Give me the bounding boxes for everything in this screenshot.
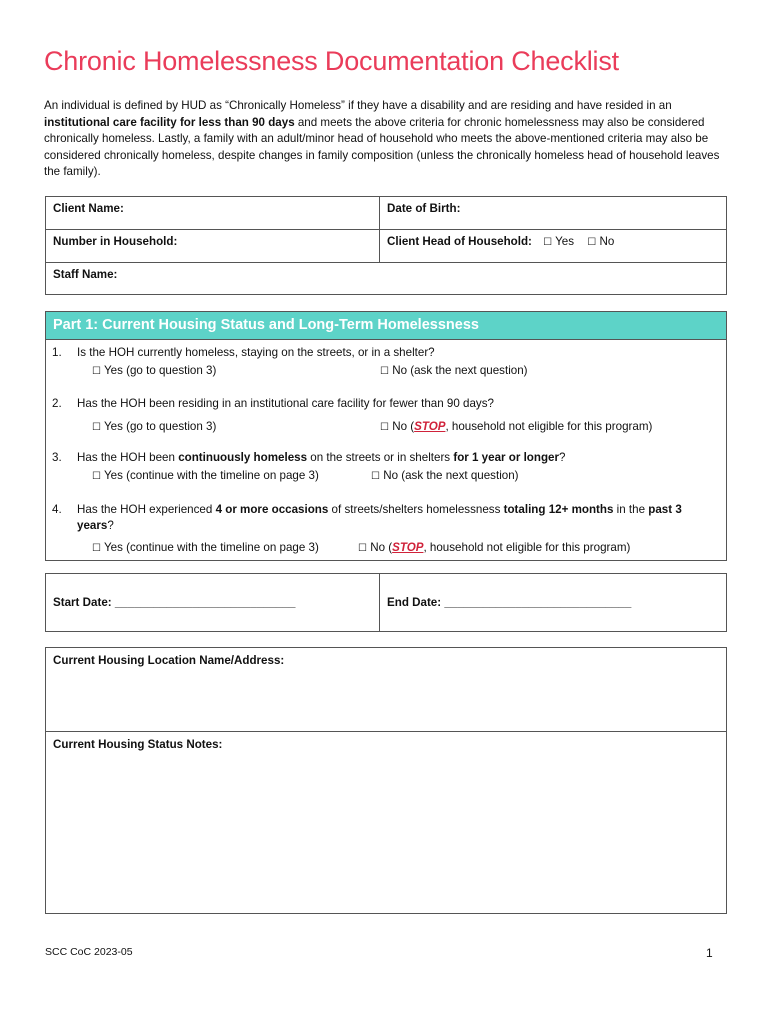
checkbox-icon[interactable]: ☐ bbox=[587, 237, 597, 248]
q2-yes-label: Yes (go to question 3) bbox=[103, 420, 217, 433]
checkbox-icon[interactable]: ☐ bbox=[380, 422, 389, 433]
q4-no-pre: No ( bbox=[370, 541, 393, 554]
question-number: 1. bbox=[52, 346, 62, 359]
q2-no-pre: No ( bbox=[392, 420, 415, 433]
staff-name-field[interactable]: Staff Name: bbox=[53, 268, 118, 281]
document-id: SCC CoC 2023-05 bbox=[45, 946, 133, 958]
stop-text: STOP bbox=[414, 420, 446, 433]
stop-text: STOP bbox=[392, 541, 424, 554]
q1-no-option[interactable] bbox=[380, 363, 528, 380]
question-1-text: Is the HOH currently homeless, staying on the streets, or in a shelter? bbox=[77, 346, 435, 359]
q2-no-post: , household not eligible for this program) bbox=[445, 420, 653, 433]
q2-no-option[interactable] bbox=[380, 419, 652, 436]
q4-yes-option[interactable] bbox=[92, 540, 319, 557]
hoh-yes-option[interactable] bbox=[543, 235, 574, 248]
page-title: Chronic Homelessness Documentation Checklist bbox=[44, 46, 619, 76]
part1-header: Part 1: Current Housing Status and Long-Term Homelessness bbox=[45, 311, 727, 340]
q3-yes-label: Yes (continue with the timeline on page 3) bbox=[103, 469, 319, 482]
q1-no-label: No (ask the next question) bbox=[392, 364, 528, 377]
q4-yes-label: Yes (continue with the timeline on page 3) bbox=[103, 541, 319, 554]
question-number: 4. bbox=[52, 503, 62, 516]
checkbox-icon[interactable]: ☐ bbox=[92, 366, 101, 377]
hoh-no-label: No bbox=[599, 235, 615, 248]
number-in-household-field[interactable]: Number in Household: bbox=[53, 235, 178, 248]
checkbox-icon[interactable]: ☐ bbox=[371, 471, 380, 482]
location-table bbox=[45, 647, 727, 914]
housing-notes-field[interactable]: Current Housing Status Notes: bbox=[53, 738, 223, 751]
q3-no-option[interactable] bbox=[371, 468, 519, 485]
checkbox-icon[interactable]: ☐ bbox=[543, 237, 553, 248]
question-2-text: Has the HOH been residing in an institutional care facility for fewer than 90 days? bbox=[77, 397, 494, 410]
hoh-yes-label: Yes bbox=[555, 235, 575, 248]
checkbox-icon[interactable]: ☐ bbox=[380, 366, 389, 377]
page-number: 1 bbox=[706, 946, 713, 960]
intro-text-1: An individual is defined by HUD as “Chronically Homeless” if they have a disability and are residing and have resided in an bbox=[44, 99, 672, 112]
q1-yes-label: Yes (go to question 3) bbox=[103, 364, 217, 377]
divider bbox=[45, 731, 727, 732]
q4-no-post: , household not eligible for this program) bbox=[423, 541, 631, 554]
q4-no-option[interactable] bbox=[358, 540, 630, 557]
checkbox-icon[interactable]: ☐ bbox=[92, 422, 101, 433]
q3-no-label: No (ask the next question) bbox=[383, 469, 519, 482]
intro-text-2: and meets the above criteria for chronic homelessness may also be considered chronically homeless. Lastly, a family with an adult/minor head of household who meets the above-mentioned criteria may also be considered chronically homeless, despite changes in family composition (unless the chronically homeless head of household leaves the family). bbox=[44, 115, 720, 178]
checkbox-icon[interactable]: ☐ bbox=[92, 471, 101, 482]
housing-location-field[interactable]: Current Housing Location Name/Address: bbox=[53, 654, 285, 667]
intro-bold-text: institutional care facility for less than 90 days bbox=[44, 115, 295, 129]
question-number: 3. bbox=[52, 451, 62, 464]
divider bbox=[379, 196, 380, 263]
divider bbox=[45, 229, 727, 230]
question-number: 2. bbox=[52, 397, 62, 410]
date-of-birth-field[interactable]: Date of Birth: bbox=[387, 202, 461, 215]
question-3-text: Has the HOH been continuously homeless on the streets or in shelters for 1 year or longer? bbox=[77, 451, 566, 464]
hoh-no-option[interactable] bbox=[587, 235, 614, 248]
checkbox-icon[interactable]: ☐ bbox=[92, 543, 101, 554]
divider bbox=[45, 262, 727, 263]
q1-yes-option[interactable] bbox=[92, 363, 216, 380]
question-4-text: Has the HOH experienced 4 or more occasions of streets/shelters homelessness totaling 12+ months in the past 3 years? bbox=[77, 503, 682, 532]
client-head-of-household bbox=[387, 235, 614, 248]
end-date-field[interactable]: End Date: _____________________________ bbox=[387, 596, 632, 609]
client-name-field[interactable]: Client Name: bbox=[53, 202, 124, 215]
q3-yes-option[interactable] bbox=[92, 468, 319, 485]
client-head-label: Client Head of Household: bbox=[387, 235, 532, 248]
divider bbox=[379, 573, 380, 632]
q2-yes-option[interactable] bbox=[92, 419, 216, 436]
checkbox-icon[interactable]: ☐ bbox=[358, 543, 367, 554]
start-date-field[interactable]: Start Date: ____________________________ bbox=[53, 596, 296, 609]
intro-paragraph bbox=[44, 98, 728, 181]
